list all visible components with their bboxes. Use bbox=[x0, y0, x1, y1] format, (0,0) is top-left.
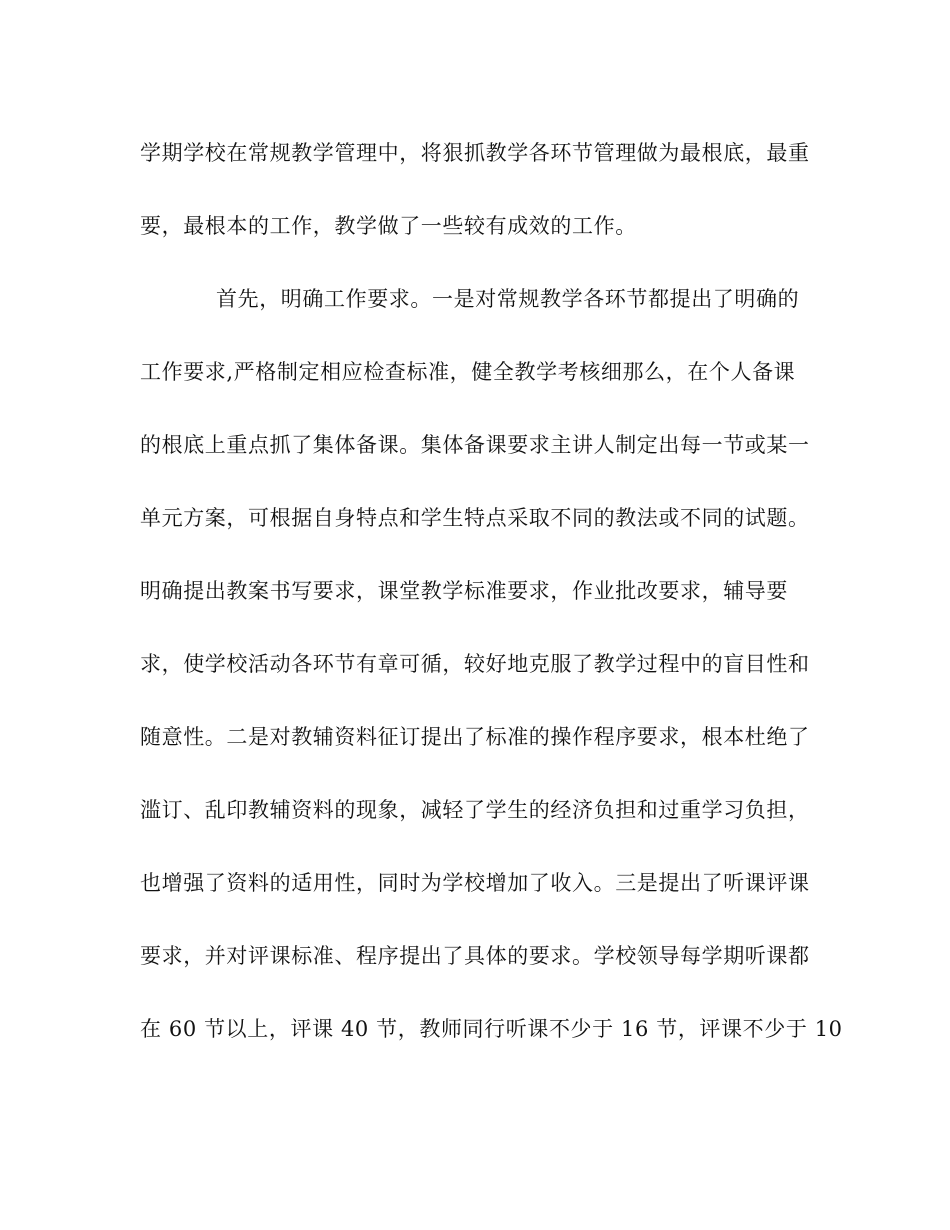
text-line-1: 学期学校在常规教学管理中，将狠抓教学各环节管理做为最根底，最重 bbox=[140, 141, 810, 165]
text-line-11: 也增强了资料的适用性，同时为学校增加了收入。三是提出了听课评课 bbox=[140, 871, 810, 895]
text-line-6: 单元方案，可根据自身特点和学生特点采取不同的教法或不同的试题。 bbox=[140, 506, 810, 530]
body-text bbox=[140, 132, 843, 1081]
text-line-10: 滥订、乱印教辅资料的现象，减轻了学生的经济负担和过重学习负担， bbox=[140, 798, 810, 822]
text-line-9: 随意性。二是对教辅资料征订提出了标准的操作程序要求，根本杜绝了 bbox=[140, 725, 810, 749]
text-line-4: 工作要求,严格制定相应检查标准，健全教学考核细那么，在个人备课 bbox=[140, 360, 796, 384]
text-line-12: 要求，并对评课标准、程序提出了具体的要求。学校领导每学期听课都 bbox=[140, 944, 810, 968]
text-line-2: 要，最根本的工作，教学做了一些较有成效的工作。 bbox=[140, 214, 637, 238]
text-line-7: 明确提出教案书写要求，课堂教学标准要求，作业批改要求，辅导要 bbox=[140, 579, 788, 603]
text-line-5: 的根底上重点抓了集体备课。集体备课要求主讲人制定出每一节或某一 bbox=[140, 433, 810, 457]
text-line-3-paragraph-start: 首先，明确工作要求。一是对常规教学各环节都提出了明确的 bbox=[216, 287, 800, 311]
text-line-8: 求，使学校活动各环节有章可循，较好地克服了教学过程中的盲目性和 bbox=[140, 652, 810, 676]
text-line-13: 在 60 节以上，评课 40 节，教师同行听课不少于 16 节，评课不少于 10 bbox=[140, 1017, 843, 1041]
